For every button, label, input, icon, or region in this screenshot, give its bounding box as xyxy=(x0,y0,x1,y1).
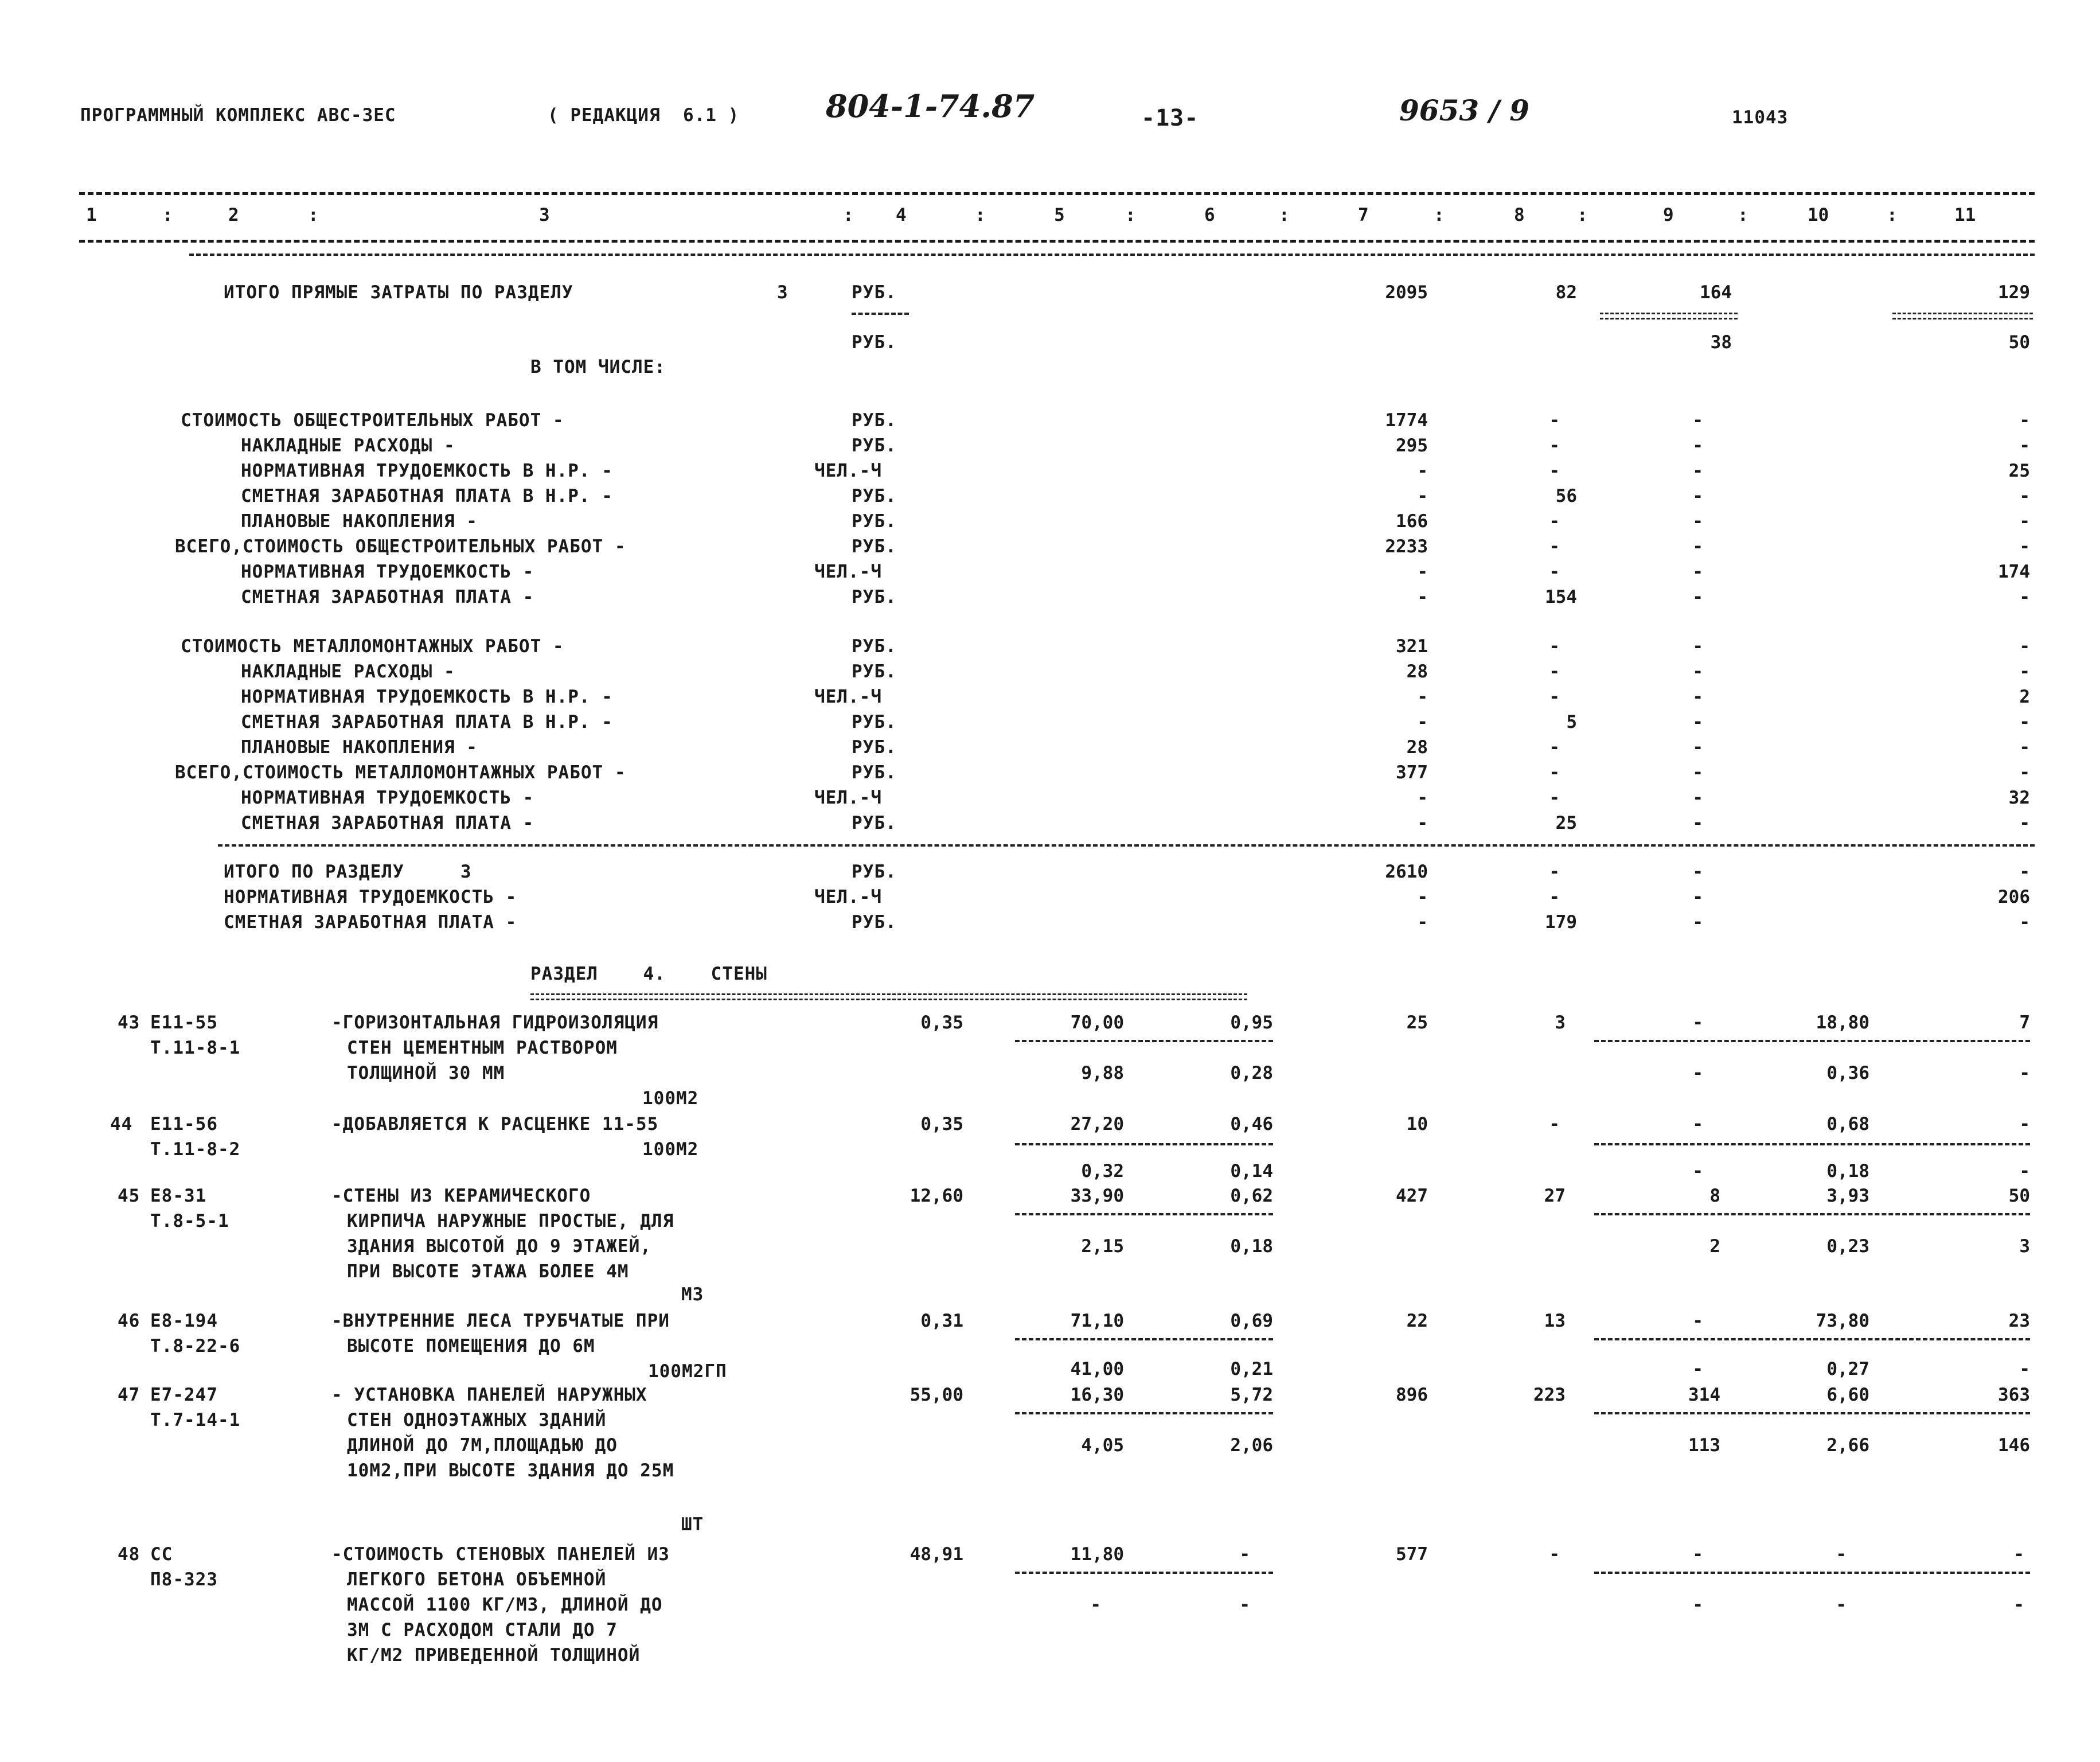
row-c8: - xyxy=(1549,636,1560,657)
item-c10b: 0,36 xyxy=(1826,1063,1869,1083)
row-unit: РУБ. xyxy=(852,712,897,732)
item-c5: 70,00 xyxy=(1070,1012,1124,1033)
row-label: ВСЕГО,СТОИМОСТЬ МЕТАЛЛОМОНТАЖНЫХ РАБОТ - xyxy=(175,762,626,783)
item-desc-line: 3М С РАСХОДОМ СТАЛИ ДО 7 xyxy=(347,1620,618,1640)
section-wage-c7: - xyxy=(1417,912,1428,933)
item-c7: 10 xyxy=(1406,1114,1428,1135)
row-c9: - xyxy=(1692,410,1703,431)
project-code-handwritten: 804-1-74.87 xyxy=(826,88,1035,124)
item-c9: - xyxy=(1692,1012,1703,1033)
row-label: СМЕТНАЯ ЗАРАБОТНАЯ ПЛАТА В Н.Р. - xyxy=(241,486,613,506)
row-c11: - xyxy=(2019,813,2030,833)
row-c9: - xyxy=(1692,687,1703,707)
item-c11b: 3 xyxy=(2019,1236,2030,1257)
item-c6: 0,62 xyxy=(1230,1186,1273,1206)
item-c5b: 9,88 xyxy=(1081,1063,1124,1083)
item-c11b: - xyxy=(2013,1595,2024,1615)
item-c11: 363 xyxy=(1998,1385,2030,1405)
total-direct-c8: 82 xyxy=(1555,282,1577,303)
section-wage-c11: - xyxy=(2019,912,2030,933)
item-c9b: - xyxy=(1692,1595,1703,1615)
item-desc-line: ЗДАНИЯ ВЫСОТОЙ ДО 9 ЭТАЖЕЙ, xyxy=(347,1236,651,1257)
item-desc-line: МАССОЙ 1100 КГ/М3, ДЛИНОЙ ДО xyxy=(347,1595,663,1615)
item-code: Е8-31 xyxy=(150,1186,207,1206)
item-code: Е8-194 xyxy=(150,1311,218,1331)
section-total-c8: - xyxy=(1549,861,1560,882)
row-label: ПЛАНОВЫЕ НАКОПЛЕНИЯ - xyxy=(241,737,478,758)
col-header-3: 3 xyxy=(539,205,550,225)
row-c9: - xyxy=(1692,587,1703,607)
item-desc-line: ТОЛЩИНОЙ 30 ММ xyxy=(347,1063,505,1083)
item-number: 46 xyxy=(118,1311,140,1331)
row-c8: - xyxy=(1549,762,1560,783)
item-desc-line: -ГОРИЗОНТАЛЬНАЯ ГИДРОИЗОЛЯЦИЯ xyxy=(331,1012,659,1033)
row-label: СМЕТНАЯ ЗАРАБОТНАЯ ПЛАТА - xyxy=(241,587,534,607)
row-label: ПЛАНОВЫЕ НАКОПЛЕНИЯ - xyxy=(241,511,478,532)
col-header-10: 10 xyxy=(1808,205,1829,225)
row-label: НАКЛАДНЫЕ РАСХОДЫ - xyxy=(241,435,455,456)
item-c7: 25 xyxy=(1406,1012,1428,1033)
row-c9: - xyxy=(1692,486,1703,506)
item-ref: Т.11-8-2 xyxy=(150,1139,241,1160)
row-c9: - xyxy=(1692,813,1703,833)
row-unit: РУБ. xyxy=(852,410,897,431)
total-direct-label: ИТОГО ПРЯМЫЕ ЗАТРАТЫ ПО РАЗДЕЛУ xyxy=(224,282,573,303)
row-c9: - xyxy=(1692,636,1703,657)
item-unit: 100М2 xyxy=(642,1139,699,1160)
item-c9b: - xyxy=(1692,1161,1703,1182)
section-total-unit: РУБ. xyxy=(852,861,897,882)
row-c8: - xyxy=(1549,687,1560,707)
item-desc-line: 10М2,ПРИ ВЫСОТЕ ЗДАНИЯ ДО 25М xyxy=(347,1460,674,1481)
section-labor-c9: - xyxy=(1692,887,1703,907)
total-direct-unit: РУБ. xyxy=(852,282,897,303)
section-wage-label: СМЕТНАЯ ЗАРАБОТНАЯ ПЛАТА - xyxy=(224,912,517,933)
item-c10: 18,80 xyxy=(1816,1012,1869,1033)
row-c7: - xyxy=(1417,687,1428,707)
item-c11: 50 xyxy=(2008,1186,2030,1206)
item-c9b: 2 xyxy=(1709,1236,1720,1257)
row-c11: - xyxy=(2019,661,2030,682)
row-label: НОРМАТИВНАЯ ТРУДОЕМКОСТЬ - xyxy=(241,562,534,582)
item-c11b: - xyxy=(2019,1359,2030,1379)
row-c7: 1774 xyxy=(1385,410,1428,431)
item-c6b: 2,06 xyxy=(1230,1435,1273,1456)
row-c7: 2233 xyxy=(1385,536,1428,557)
row-unit: РУБ. xyxy=(852,737,897,758)
col-header-9: 9 xyxy=(1663,205,1674,225)
row-unit: РУБ. xyxy=(852,762,897,783)
row-c8: - xyxy=(1549,461,1560,481)
item-c10b: 0,18 xyxy=(1826,1161,1869,1182)
row-c7: - xyxy=(1417,486,1428,506)
item-c6: 5,72 xyxy=(1230,1385,1273,1405)
including-label: В ТОМ ЧИСЛЕ: xyxy=(530,357,666,377)
row-c11: 2 xyxy=(2019,687,2030,707)
row-c9: - xyxy=(1692,737,1703,758)
item-number: 45 xyxy=(118,1186,140,1206)
item-number: 44 xyxy=(110,1114,133,1135)
item-c6b: 0,28 xyxy=(1230,1063,1273,1083)
col-header-7: 7 xyxy=(1358,205,1369,225)
item-c5: 71,10 xyxy=(1070,1311,1124,1331)
item-c4: 55,00 xyxy=(910,1385,963,1405)
row-c7: - xyxy=(1417,461,1428,481)
row-label: ВСЕГО,СТОИМОСТЬ ОБЩЕСТРОИТЕЛЬНЫХ РАБОТ - xyxy=(175,536,626,557)
item-c10: 73,80 xyxy=(1816,1311,1869,1331)
total-direct-c9: 164 xyxy=(1700,282,1732,303)
item-unit: М3 xyxy=(681,1284,704,1305)
row-c11: - xyxy=(2019,536,2030,557)
item-desc-line: КИРПИЧА НАРУЖНЫЕ ПРОСТЫЕ, ДЛЯ xyxy=(347,1211,674,1231)
row-c7: 28 xyxy=(1406,737,1428,758)
total-direct-c11: 129 xyxy=(1998,282,2030,303)
row-c7: 166 xyxy=(1396,511,1428,532)
item-c5: 27,20 xyxy=(1070,1114,1124,1135)
program-title: ПРОГРАММНЫЙ КОМПЛЕКС АВС-ЗЕС xyxy=(80,105,396,126)
row-c11: - xyxy=(2019,486,2030,506)
row-c8: - xyxy=(1549,661,1560,682)
table-row xyxy=(0,1546,2100,1695)
col-header-5: 5 xyxy=(1054,205,1065,225)
section-total-c7: 2610 xyxy=(1385,861,1428,882)
row-c11: - xyxy=(2019,636,2030,657)
row-c7: 28 xyxy=(1406,661,1428,682)
item-c10b: 0,23 xyxy=(1826,1236,1869,1257)
row-c8: - xyxy=(1549,511,1560,532)
item-c7: 22 xyxy=(1406,1311,1428,1331)
item-c6b: 0,21 xyxy=(1230,1359,1273,1379)
item-desc-line: -СТЕНЫ ИЗ КЕРАМИЧЕСКОГО xyxy=(331,1186,591,1206)
section-total-label: ИТОГО ПО РАЗДЕЛУ 3 xyxy=(224,861,472,882)
row-c8: 25 xyxy=(1555,813,1577,833)
row-c7: 295 xyxy=(1396,435,1428,456)
col-header-6: 6 xyxy=(1204,205,1215,225)
item-c11: 7 xyxy=(2019,1012,2030,1033)
item-c5b: 41,00 xyxy=(1070,1359,1124,1379)
section-wage-unit: РУБ. xyxy=(852,912,897,933)
row-c11: - xyxy=(2019,762,2030,783)
item-desc-line: ВЫСОТЕ ПОМЕЩЕНИЯ ДО 6М xyxy=(347,1336,595,1356)
item-c7: 427 xyxy=(1396,1186,1428,1206)
total-direct-c11b: 50 xyxy=(2008,332,2030,353)
item-c10: 6,60 xyxy=(1826,1385,1869,1405)
section-labor-c11: 206 xyxy=(1998,887,2030,907)
row-c7: - xyxy=(1417,712,1428,732)
item-c5b: 4,05 xyxy=(1081,1435,1124,1456)
item-c5b: 2,15 xyxy=(1081,1236,1124,1257)
row-c11: 174 xyxy=(1998,562,2030,582)
row-label: СТОИМОСТЬ ОБЩЕСТРОИТЕЛЬНЫХ РАБОТ - xyxy=(181,410,564,431)
item-desc-line: -ВНУТРЕННИЕ ЛЕСА ТРУБЧАТЫЕ ПРИ xyxy=(331,1311,670,1331)
item-c9: - xyxy=(1692,1544,1703,1565)
total-direct-unit2: РУБ. xyxy=(852,332,897,353)
table-row xyxy=(0,1116,2100,1190)
item-c6b: 0,14 xyxy=(1230,1161,1273,1182)
row-c9: - xyxy=(1692,661,1703,682)
item-c10: - xyxy=(1836,1544,1847,1565)
row-c11: - xyxy=(2019,737,2030,758)
item-c6: - xyxy=(1239,1544,1250,1565)
edition-label: ( РЕДАКЦИЯ 6.1 ) xyxy=(548,105,740,126)
item-c4: 48,91 xyxy=(910,1544,963,1565)
row-c7: - xyxy=(1417,813,1428,833)
item-c7: 896 xyxy=(1396,1385,1428,1405)
item-number: 48 xyxy=(118,1544,140,1565)
item-c7: 577 xyxy=(1396,1544,1428,1565)
col-header-2: 2 xyxy=(228,205,239,225)
column-numbers-row: 1 2 3 4 5 6 7 8 9 10 11 : : : : : : : : : : xyxy=(86,205,1976,225)
item-c6: 0,69 xyxy=(1230,1311,1273,1331)
item-ref: Т.7-14-1 xyxy=(150,1410,241,1430)
item-c9: - xyxy=(1692,1114,1703,1135)
row-c8: - xyxy=(1549,410,1560,431)
row-unit: ЧЕЛ.-Ч xyxy=(814,687,882,707)
row-c11: - xyxy=(2019,712,2030,732)
section-total-c9: - xyxy=(1692,861,1703,882)
item-c10b: 0,27 xyxy=(1826,1359,1869,1379)
table-row xyxy=(0,1312,2100,1387)
table-row xyxy=(0,1386,2100,1547)
item-c9: - xyxy=(1692,1311,1703,1331)
item-code: СС xyxy=(150,1544,173,1565)
item-c9b: - xyxy=(1692,1063,1703,1083)
item-number: 43 xyxy=(118,1012,140,1033)
row-c9: - xyxy=(1692,712,1703,732)
col-header-11: 11 xyxy=(1954,205,1976,225)
item-c5b: 0,32 xyxy=(1081,1161,1124,1182)
row-unit: РУБ. xyxy=(852,486,897,506)
item-c9b: - xyxy=(1692,1359,1703,1379)
item-desc-line: КГ/М2 ПРИВЕДЕННОЙ ТОЛЩИНОЙ xyxy=(347,1645,641,1666)
item-code: Е7-247 xyxy=(150,1385,218,1405)
item-c8: - xyxy=(1549,1544,1560,1565)
item-c5b: - xyxy=(1090,1595,1101,1615)
section-wage-c8: 179 xyxy=(1545,912,1577,933)
total-direct-c7: 2095 xyxy=(1385,282,1428,303)
row-c7: - xyxy=(1417,587,1428,607)
item-c11b: 146 xyxy=(1998,1435,2030,1456)
item-c9b: 113 xyxy=(1688,1435,1720,1456)
row-c9: - xyxy=(1692,762,1703,783)
row-c11: - xyxy=(2019,435,2030,456)
item-c4: 0,35 xyxy=(920,1114,963,1135)
col-header-1: 1 xyxy=(86,205,97,225)
item-c5: 33,90 xyxy=(1070,1186,1124,1206)
item-c6b: 0,18 xyxy=(1230,1236,1273,1257)
item-c4: 0,35 xyxy=(920,1012,963,1033)
item-desc-line: СТЕН ЦЕМЕНТНЫМ РАСТВОРОМ xyxy=(347,1038,618,1058)
table-row xyxy=(0,1187,2100,1313)
item-unit: 100М2 xyxy=(642,1088,699,1109)
item-c6: 0,46 xyxy=(1230,1114,1273,1135)
row-c8: - xyxy=(1549,435,1560,456)
table-row xyxy=(0,1014,2100,1129)
row-label: СМЕТНАЯ ЗАРАБОТНАЯ ПЛАТА В Н.Р. - xyxy=(241,712,613,732)
item-code: Е11-56 xyxy=(150,1114,218,1135)
item-c5: 16,30 xyxy=(1070,1385,1124,1405)
row-label: СМЕТНАЯ ЗАРАБОТНАЯ ПЛАТА - xyxy=(241,813,534,833)
item-ref: П8-323 xyxy=(150,1569,218,1590)
item-unit: 100М2ГП xyxy=(648,1361,727,1382)
item-unit: ШТ xyxy=(681,1514,704,1535)
row-unit: РУБ. xyxy=(852,536,897,557)
row-c9: - xyxy=(1692,461,1703,481)
item-c6b: - xyxy=(1239,1595,1250,1615)
col-header-4: 4 xyxy=(896,205,907,225)
row-label: НОРМАТИВНАЯ ТРУДОЕМКОСТЬ В Н.Р. - xyxy=(241,687,613,707)
row-c7: 321 xyxy=(1396,636,1428,657)
row-unit: ЧЕЛ.-Ч xyxy=(814,562,882,582)
row-unit: РУБ. xyxy=(852,587,897,607)
row-c11: - xyxy=(2019,587,2030,607)
row-label: НАКЛАДНЫЕ РАСХОДЫ - xyxy=(241,661,455,682)
row-c11: 32 xyxy=(2008,788,2030,808)
item-c8: 27 xyxy=(1544,1186,1566,1206)
section-total-c11: - xyxy=(2019,861,2030,882)
item-desc-line: ПРИ ВЫСОТЕ ЭТАЖА БОЛЕЕ 4М xyxy=(347,1261,629,1282)
row-label: СТОИМОСТЬ МЕТАЛЛОМОНТАЖНЫХ РАБОТ - xyxy=(181,636,564,657)
row-c8: 5 xyxy=(1566,712,1577,732)
row-unit: РУБ. xyxy=(852,435,897,456)
item-c9: 314 xyxy=(1688,1385,1720,1405)
item-desc-line: ЛЕГКОГО БЕТОНА ОБЪЕМНОЙ xyxy=(347,1569,607,1590)
row-c9: - xyxy=(1692,435,1703,456)
row-unit: РУБ. xyxy=(852,636,897,657)
item-c11b: - xyxy=(2019,1063,2030,1083)
section-labor-unit: ЧЕЛ.-Ч xyxy=(814,887,882,907)
row-c8: - xyxy=(1549,788,1560,808)
item-c4: 12,60 xyxy=(910,1186,963,1206)
sheet-number: 11043 xyxy=(1732,107,1789,128)
item-number: 47 xyxy=(118,1385,140,1405)
page-marker: -13- xyxy=(1141,105,1199,131)
item-c10: 0,68 xyxy=(1826,1114,1869,1135)
item-c10b: 2,66 xyxy=(1826,1435,1869,1456)
row-c9: - xyxy=(1692,511,1703,532)
section-wage-c9: - xyxy=(1692,912,1703,933)
row-c7: 377 xyxy=(1396,762,1428,783)
item-c8: 3 xyxy=(1555,1012,1566,1033)
row-c7: - xyxy=(1417,788,1428,808)
row-c8: - xyxy=(1549,737,1560,758)
item-c8: 223 xyxy=(1533,1385,1566,1405)
item-ref: Т.11-8-1 xyxy=(150,1038,241,1058)
row-unit: ЧЕЛ.-Ч xyxy=(814,788,882,808)
item-c4: 0,31 xyxy=(920,1311,963,1331)
row-c8: 56 xyxy=(1555,486,1577,506)
item-code: Е11-55 xyxy=(150,1012,218,1033)
row-c8: 154 xyxy=(1545,587,1577,607)
item-c10: 3,93 xyxy=(1826,1186,1869,1206)
item-desc-line: -ДОБАВЛЯЕТСЯ К РАСЦЕНКЕ 11-55 xyxy=(331,1114,659,1135)
item-ref: Т.8-5-1 xyxy=(150,1211,229,1231)
total-direct-section-no: 3 xyxy=(777,282,789,303)
item-desc-line: -СТОИМОСТЬ СТЕНОВЫХ ПАНЕЛЕЙ ИЗ xyxy=(331,1544,670,1565)
row-unit: ЧЕЛ.-Ч xyxy=(814,461,882,481)
item-c11b: - xyxy=(2019,1161,2030,1182)
section-labor-label: НОРМАТИВНАЯ ТРУДОЕМКОСТЬ - xyxy=(224,887,517,907)
item-c11: - xyxy=(2013,1544,2024,1565)
row-c9: - xyxy=(1692,562,1703,582)
item-c11: - xyxy=(2019,1114,2030,1135)
item-c8: 13 xyxy=(1544,1311,1566,1331)
row-c8: - xyxy=(1549,562,1560,582)
item-c11: 23 xyxy=(2008,1311,2030,1331)
row-c7: - xyxy=(1417,562,1428,582)
doc-number-handwritten: 9653 / 9 xyxy=(1399,93,1530,127)
item-c8: - xyxy=(1549,1114,1560,1135)
item-c6: 0,95 xyxy=(1230,1012,1273,1033)
row-c9: - xyxy=(1692,788,1703,808)
section-labor-c8: - xyxy=(1549,887,1560,907)
row-unit: РУБ. xyxy=(852,661,897,682)
row-c11: - xyxy=(2019,410,2030,431)
row-unit: РУБ. xyxy=(852,511,897,532)
item-c5: 11,80 xyxy=(1070,1544,1124,1565)
item-c9: 8 xyxy=(1709,1186,1720,1206)
section-labor-c7: - xyxy=(1417,887,1428,907)
section4-title: РАЗДЕЛ 4. СТЕНЫ xyxy=(530,964,767,984)
row-c9: - xyxy=(1692,536,1703,557)
total-direct-c9b: 38 xyxy=(1710,332,1732,353)
item-c10b: - xyxy=(1836,1595,1847,1615)
row-label: НОРМАТИВНАЯ ТРУДОЕМКОСТЬ В Н.Р. - xyxy=(241,461,613,481)
col-header-8: 8 xyxy=(1514,205,1525,225)
item-desc-line: - УСТАНОВКА ПАНЕЛЕЙ НАРУЖНЫХ xyxy=(331,1385,647,1405)
item-desc-line: СТЕН ОДНОЭТАЖНЫХ ЗДАНИЙ xyxy=(347,1410,607,1430)
row-label: НОРМАТИВНАЯ ТРУДОЕМКОСТЬ - xyxy=(241,788,534,808)
row-c8: - xyxy=(1549,536,1560,557)
row-c11: 25 xyxy=(2008,461,2030,481)
item-desc-line: ДЛИНОЙ ДО 7М,ПЛОЩАДЬЮ ДО xyxy=(347,1435,618,1456)
row-unit: РУБ. xyxy=(852,813,897,833)
item-ref: Т.8-22-6 xyxy=(150,1336,241,1356)
row-c11: - xyxy=(2019,511,2030,532)
